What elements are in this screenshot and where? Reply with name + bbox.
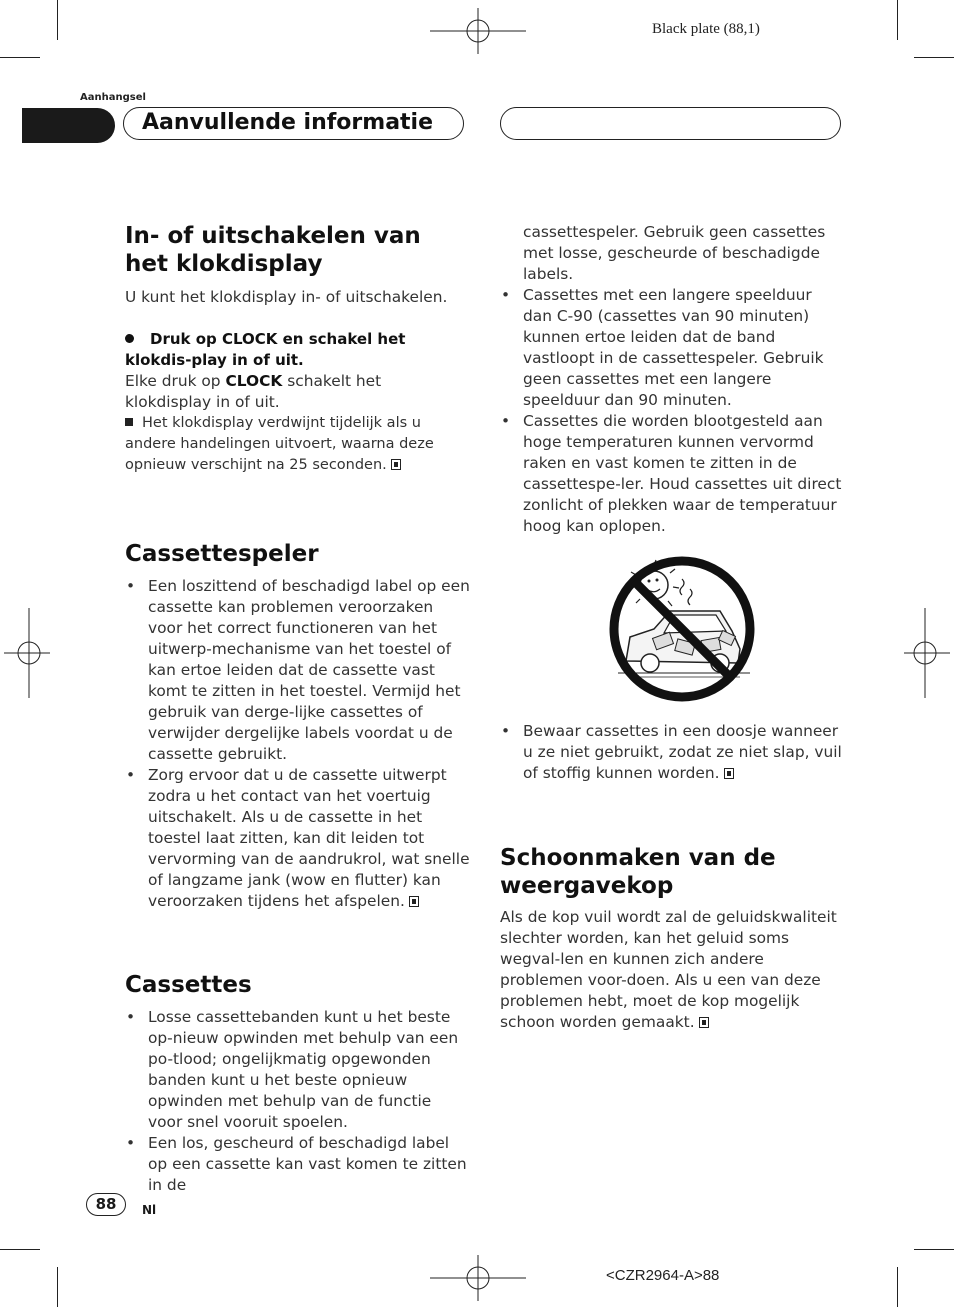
- end-of-section-icon: [699, 1017, 709, 1028]
- list-item-text: Losse cassettebanden kunt u het beste op-nieuw opwinden met behulp van een po-tlood; ongelijkmatig opgewonden banden kunt u het beste opnieuw opwinden met behulp van de functie voor snel vooruit spoelen.: [148, 1008, 459, 1131]
- list-item-text: Een los, gescheurd of beschadigd label op een cassette kan vast komen te zitten in de: [148, 1134, 467, 1194]
- clock-intro: U kunt het klokdisplay in- of uitschakelen.: [125, 288, 448, 306]
- list-item: [125, 1133, 470, 1196]
- crop-mark: [0, 1249, 40, 1250]
- registration-mark-icon: [4, 608, 50, 698]
- clock-note-text: Het klokdisplay verdwijnt tijdelijk als u andere handelingen uitvoert, waarna deze opnieuw verschijnt na 25 seconden.: [125, 415, 434, 473]
- left-column: [125, 222, 470, 1196]
- clock-detail-prefix: Elke druk op: [125, 372, 226, 390]
- cleaning-body: [500, 907, 845, 1033]
- end-of-section-icon: [391, 459, 401, 470]
- end-of-section-icon: [724, 768, 734, 779]
- cassettes-heading: Cassettes: [125, 972, 252, 998]
- cassettespeler-heading: Cassettespeler: [125, 541, 319, 567]
- crop-mark: [914, 57, 954, 58]
- section-tab: [22, 108, 115, 143]
- crop-mark: [0, 57, 40, 58]
- list-item-text: cassettespeler. Gebruik geen cassettes met losse, gescheurde of beschadigde labels.: [523, 223, 826, 283]
- registration-mark-icon: [430, 1255, 526, 1301]
- list-item: [500, 285, 845, 411]
- section-title: Aanvullende informatie: [123, 107, 464, 140]
- list-item-text: Bewaar cassettes in een doosje wanneer u ze niet gebruikt, zodat ze niet slap, vuil of stoffig kunnen worden.: [523, 722, 842, 782]
- clock-heading: In- of uitschakelen van het klokdisplay: [125, 223, 421, 277]
- storage-list: [500, 721, 845, 784]
- cleaning-heading: Schoonmaken van de weergavekop: [500, 845, 776, 899]
- clock-note: [125, 413, 470, 476]
- clock-step-text: Druk op CLOCK en schakel het klokdis-play in of uit.: [125, 330, 406, 369]
- plate-label: Black plate (88,1): [652, 21, 760, 37]
- page-number: 88: [86, 1193, 126, 1216]
- crop-mark: [897, 0, 898, 40]
- clock-detail: [125, 371, 470, 413]
- language-code: Nl: [142, 1203, 157, 1217]
- clock-step: [125, 329, 470, 371]
- list-item-text: Zorg ervoor dat u de cassette uitwerpt zodra u het contact van het voertuig uitschakelt. Als u de cassette in het toestel laat zitten, kan dit leiden tot vervorming van de aandrukrol, wat snelle of langzame jank (wow en flutter) kan veroorzaken tijdens het afspelen.: [148, 766, 470, 910]
- cassettes-list-right: [500, 285, 845, 537]
- cleaning-body-text: Als de kop vuil wordt zal de geluidskwaliteit slechter worden, kan het geluid soms wegval-len en kunnen zich andere problemen voor-doen. Als u een van deze problemen hebt, moet de kop mogelijk schoon worden gemaakt.: [500, 908, 837, 1031]
- cassettes-list-continued: [500, 222, 845, 285]
- list-item: [125, 576, 470, 765]
- list-item: [500, 721, 845, 784]
- list-item: [125, 1007, 470, 1133]
- list-item-continued: [500, 222, 845, 285]
- no-sun-car-cassette-illustration: [500, 551, 845, 711]
- cassettes-list: [125, 1007, 470, 1196]
- step-bullet-icon: [125, 334, 134, 343]
- note-square-icon: [125, 418, 133, 426]
- crop-mark: [57, 0, 58, 40]
- crop-mark: [897, 1267, 898, 1307]
- clock-detail-suffix: schakelt het klokdisplay in of uit.: [125, 372, 382, 411]
- registration-mark-icon: [904, 608, 950, 698]
- right-column: [500, 222, 845, 1033]
- list-item-text: Cassettes met een langere speelduur dan C-90 (cassettes van 90 minuten) kunnen ertoe leiden dat de band vastloopt in de cassettespeler. Gebruik geen cassettes met een langere speelduur dan 90 minuten.: [523, 286, 824, 409]
- section-label: Aanhangsel: [80, 92, 146, 103]
- crop-mark: [914, 1249, 954, 1250]
- document-code: <CZR2964-A>88: [606, 1267, 720, 1284]
- list-item: [500, 411, 845, 537]
- end-of-section-icon: [409, 896, 419, 907]
- list-item-text: Cassettes die worden blootgesteld aan hoge temperaturen kunnen vervormd raken en vast komen te zitten in de cassettespe-ler. Houd cassettes uit direct zonlicht of plekken waar de temperatuur hoog kan oplopen.: [523, 412, 842, 535]
- clock-key: CLOCK: [225, 372, 283, 390]
- list-item: [125, 765, 470, 912]
- cassettespeler-list: [125, 576, 470, 912]
- crop-mark: [57, 1267, 58, 1307]
- list-item-text: Een loszittend of beschadigd label op een cassette kan problemen veroorzaken voor het correct functioneren van het uitwerp-mechanisme van het toestel of kan ertoe leiden dat de cassette vast komt te zitten in het toestel. Vermijd het gebruik van derge-lijke cassettes of verwijder dergelijke labels voordat u de cassette gebruikt.: [148, 577, 470, 763]
- registration-mark-icon: [430, 8, 526, 54]
- empty-header-pill: [500, 107, 841, 140]
